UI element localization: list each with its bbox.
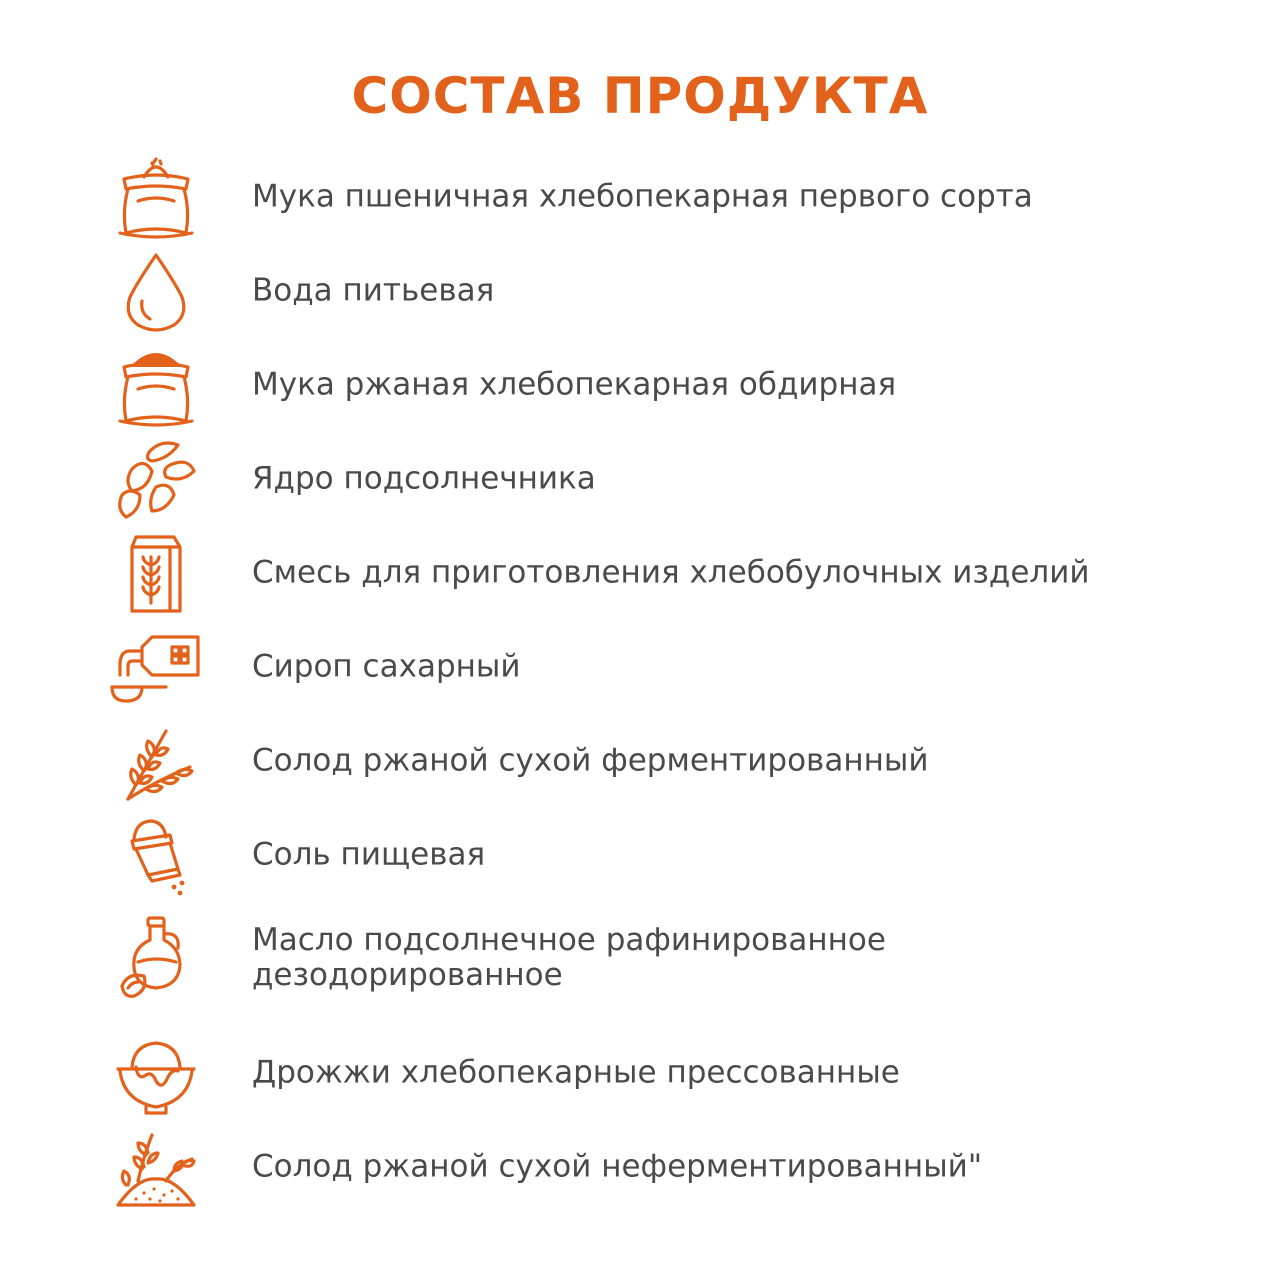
ingredient-label: Мука ржаная хлебопекарная обдирная bbox=[252, 366, 897, 403]
list-item bbox=[0, 620, 1280, 714]
ingredient-label: Смесь для приготовления хлебобулочных изделий bbox=[252, 554, 1090, 591]
ingredient-label: Солод ржаной сухой ферментированный bbox=[252, 742, 929, 779]
malt-pile-icon bbox=[108, 1125, 204, 1209]
ingredient-label: Дрожжи хлебопекарные прессованные bbox=[252, 1054, 900, 1091]
sunflower-seeds-icon bbox=[108, 437, 204, 521]
ingredient-label: Сироп сахарный bbox=[252, 648, 521, 685]
flour-sack-icon bbox=[108, 155, 204, 239]
list-item bbox=[0, 526, 1280, 620]
yeast-bowl-icon bbox=[108, 1031, 204, 1115]
list-item bbox=[0, 902, 1280, 1014]
page-title: СОСТАВ ПРОДУКТА bbox=[351, 67, 929, 125]
list-item bbox=[0, 808, 1280, 902]
bread-mix-bag-icon bbox=[108, 531, 204, 615]
list-item bbox=[0, 244, 1280, 338]
list-item bbox=[0, 338, 1280, 432]
ingredient-label: Масло подсолнечное рафинированное дезодорированное bbox=[252, 922, 886, 993]
list-item bbox=[0, 714, 1280, 808]
water-drop-icon bbox=[108, 249, 204, 333]
list-item bbox=[0, 1120, 1280, 1214]
ingredient-label: Мука пшеничная хлебопекарная первого сорта bbox=[252, 178, 1033, 215]
ingredient-label: Ядро подсолнечника bbox=[252, 460, 596, 497]
oil-jug-icon bbox=[108, 916, 204, 1000]
salt-shaker-icon bbox=[108, 813, 204, 897]
syrup-bottle-icon bbox=[108, 625, 204, 709]
ingredient-label: Вода питьевая bbox=[252, 272, 495, 309]
ingredient-label: Соль пищевая bbox=[252, 836, 486, 873]
list-item bbox=[0, 150, 1280, 244]
rye-flour-sack-icon bbox=[108, 343, 204, 427]
rye-ears-icon bbox=[108, 719, 204, 803]
list-item bbox=[0, 1026, 1280, 1120]
list-item bbox=[0, 432, 1280, 526]
ingredient-label: Солод ржаной сухой неферментированный" bbox=[252, 1148, 983, 1185]
